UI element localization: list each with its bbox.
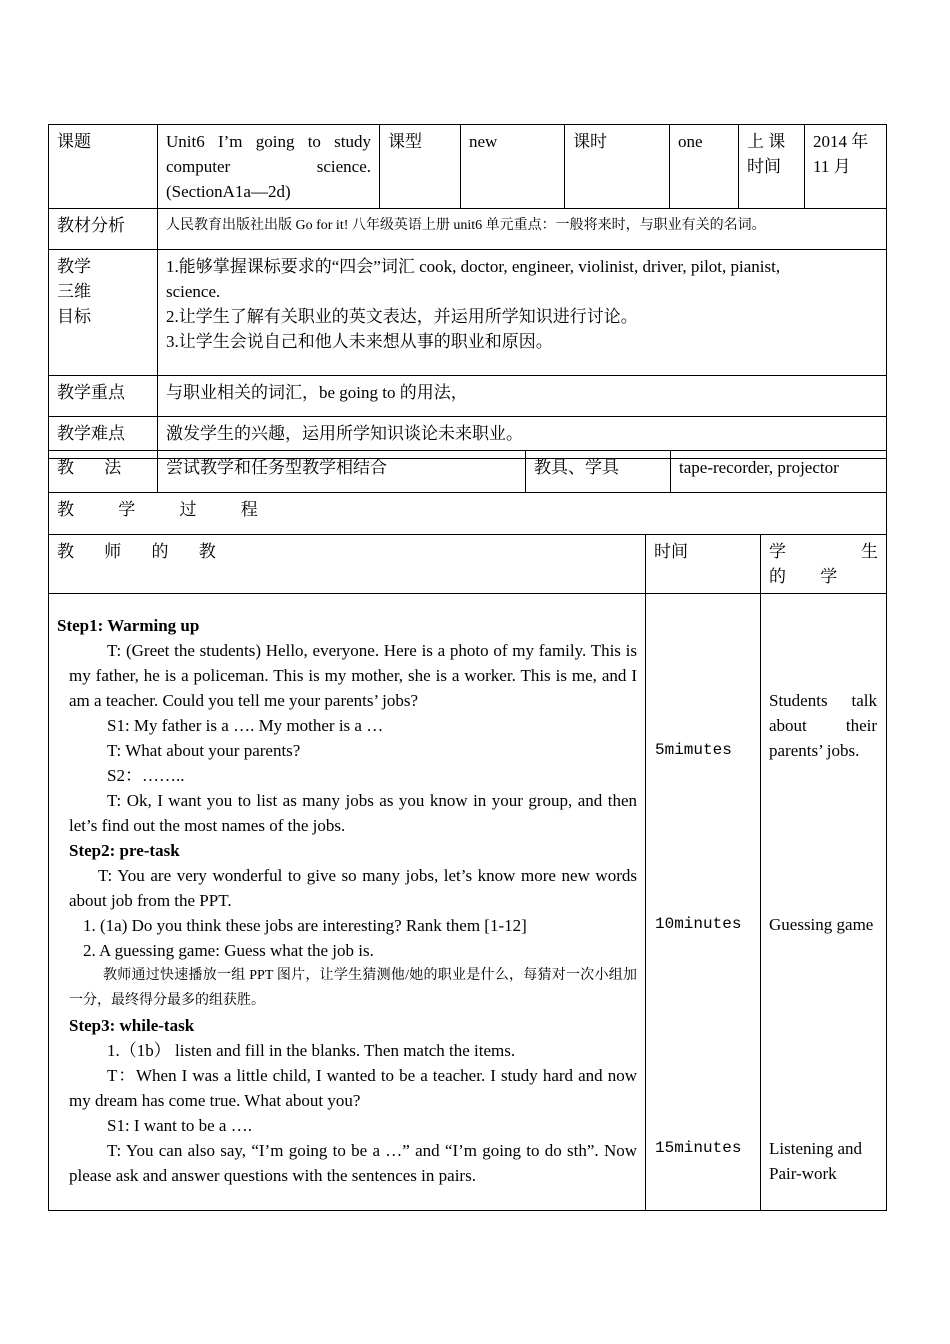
step1-t3: T: Ok, I want you to list as many jobs as you know in your group, and then let’s find out the most names of the jobs. xyxy=(69,791,637,835)
goal-line-1: 1.能够掌握课标要求的“四会”词汇 cook, doctor, engineer, violinist, driver, pilot, pianist, xyxy=(166,257,781,276)
step2-item1: 1. (1a) Do you think these jobs are interesting? Rank them [1-12] xyxy=(83,916,527,935)
step2-t1: T: You are very wonderful to give so many jobs, let’s know more new words about job from the PPT. xyxy=(69,866,637,910)
goals-label-text: 教学三维目标 xyxy=(57,257,91,326)
lesson-info-table xyxy=(48,124,887,459)
topic-value: Unit6 I’m going to study computer science. (SectionA1a—2d) xyxy=(158,125,380,209)
step1-t2: T: What about your parents? xyxy=(107,741,301,760)
key-value: 与职业相关的词汇，be going to 的用法， xyxy=(158,376,887,417)
student-3: Listening and Pair-work xyxy=(769,1139,863,1183)
student-2: Guessing game xyxy=(769,915,874,934)
step1-t1-text: T: (Greet the students) Hello, everyone. Here is a photo of my family. This is my father, he is a policeman. This is my mother, she is a worker. This is me, and I am a teacher. Could you tell me your parents’ jobs? xyxy=(69,641,637,710)
time-content xyxy=(646,594,761,1211)
type-value: new xyxy=(461,125,565,209)
process-label: 教 学 过 程 xyxy=(49,493,887,535)
student-header: 学 生 的 学 xyxy=(761,535,887,594)
time-2: 10minutes xyxy=(655,915,742,933)
method-label: 教 法 xyxy=(49,451,158,493)
step2-title: Step2: pre-task xyxy=(69,841,180,860)
type-label: 课型 xyxy=(380,125,461,209)
teacher-header: 教 师 的 教 xyxy=(49,535,646,594)
step2-note: 教师通过快速播放一组 PPT 图片，让学生猜测他/她的职业是什么，每猜对一次小组加一分，最终得分最多的组获胜。 xyxy=(69,968,637,1008)
step3-s1: S1: I want to be a …. xyxy=(107,1116,252,1135)
step1-title: Step1: Warming up xyxy=(57,616,200,635)
goals-label xyxy=(49,250,158,376)
goal-line-3: 2.让学生了解有关职业的英文表达，并运用所学知识进行讨论。 xyxy=(166,307,638,326)
time-value: 2014 年 11 月 xyxy=(805,125,887,209)
topic-label: 课题 xyxy=(49,125,158,209)
difficulty-value: 激发学生的兴趣，运用所学知识谈论未来职业。 xyxy=(158,417,887,459)
analysis-value: 人民教育出版社出版 Go for it! 八年级英语上册 unit6 单元重点：一般将来时，与职业有关的名词。 xyxy=(158,209,887,250)
time-3: 15minutes xyxy=(655,1139,742,1157)
student-1: Students talk about their parents’ jobs. xyxy=(769,691,877,760)
step1-t1 xyxy=(57,638,637,713)
step1-s2: S2：…….. xyxy=(107,766,185,785)
step1-s1: S1: My father is a …. My mother is a … xyxy=(107,716,384,735)
method-table xyxy=(48,450,887,535)
key-label: 教学重点 xyxy=(49,376,158,417)
step2-item2: 2. A guessing game: Guess what the job is. xyxy=(83,941,374,960)
analysis-label: 教材分析 xyxy=(49,209,158,250)
time-label: 上 课 时间 xyxy=(739,125,805,209)
teacher-content xyxy=(49,594,646,1211)
step3-item1: 1.（1b） listen and fill in the blanks. Then match the items. xyxy=(107,1041,516,1060)
step3-title: Step3: while-task xyxy=(69,1016,195,1035)
period-value: one xyxy=(670,125,739,209)
process-table xyxy=(48,534,887,1211)
goal-line-2: science. xyxy=(166,282,221,301)
goal-line-4: 3.让学生会说自己和他人未来想从事的职业和原因。 xyxy=(166,332,553,351)
step3-t2: T: You can also say, “I’m going to be a …” and “I’m going to do sth”. Now please ask and answer questions with the sentences in pairs. xyxy=(69,1141,637,1185)
step3-t1: T：When I was a little child, I wanted to be a teacher. I study hard and now my dream has come true. What about you? xyxy=(69,1066,637,1110)
tools-value: tape-recorder, projector xyxy=(671,451,887,493)
tools-label: 教具、学具 xyxy=(526,451,671,493)
goals-value xyxy=(158,250,887,376)
student-content xyxy=(761,594,887,1211)
method-value: 尝试教学和任务型教学相结合 xyxy=(158,451,526,493)
time-1: 5mimutes xyxy=(655,741,732,759)
period-label: 课时 xyxy=(565,125,670,209)
difficulty-label: 教学难点 xyxy=(49,417,158,459)
time-header: 时间 xyxy=(646,535,761,594)
